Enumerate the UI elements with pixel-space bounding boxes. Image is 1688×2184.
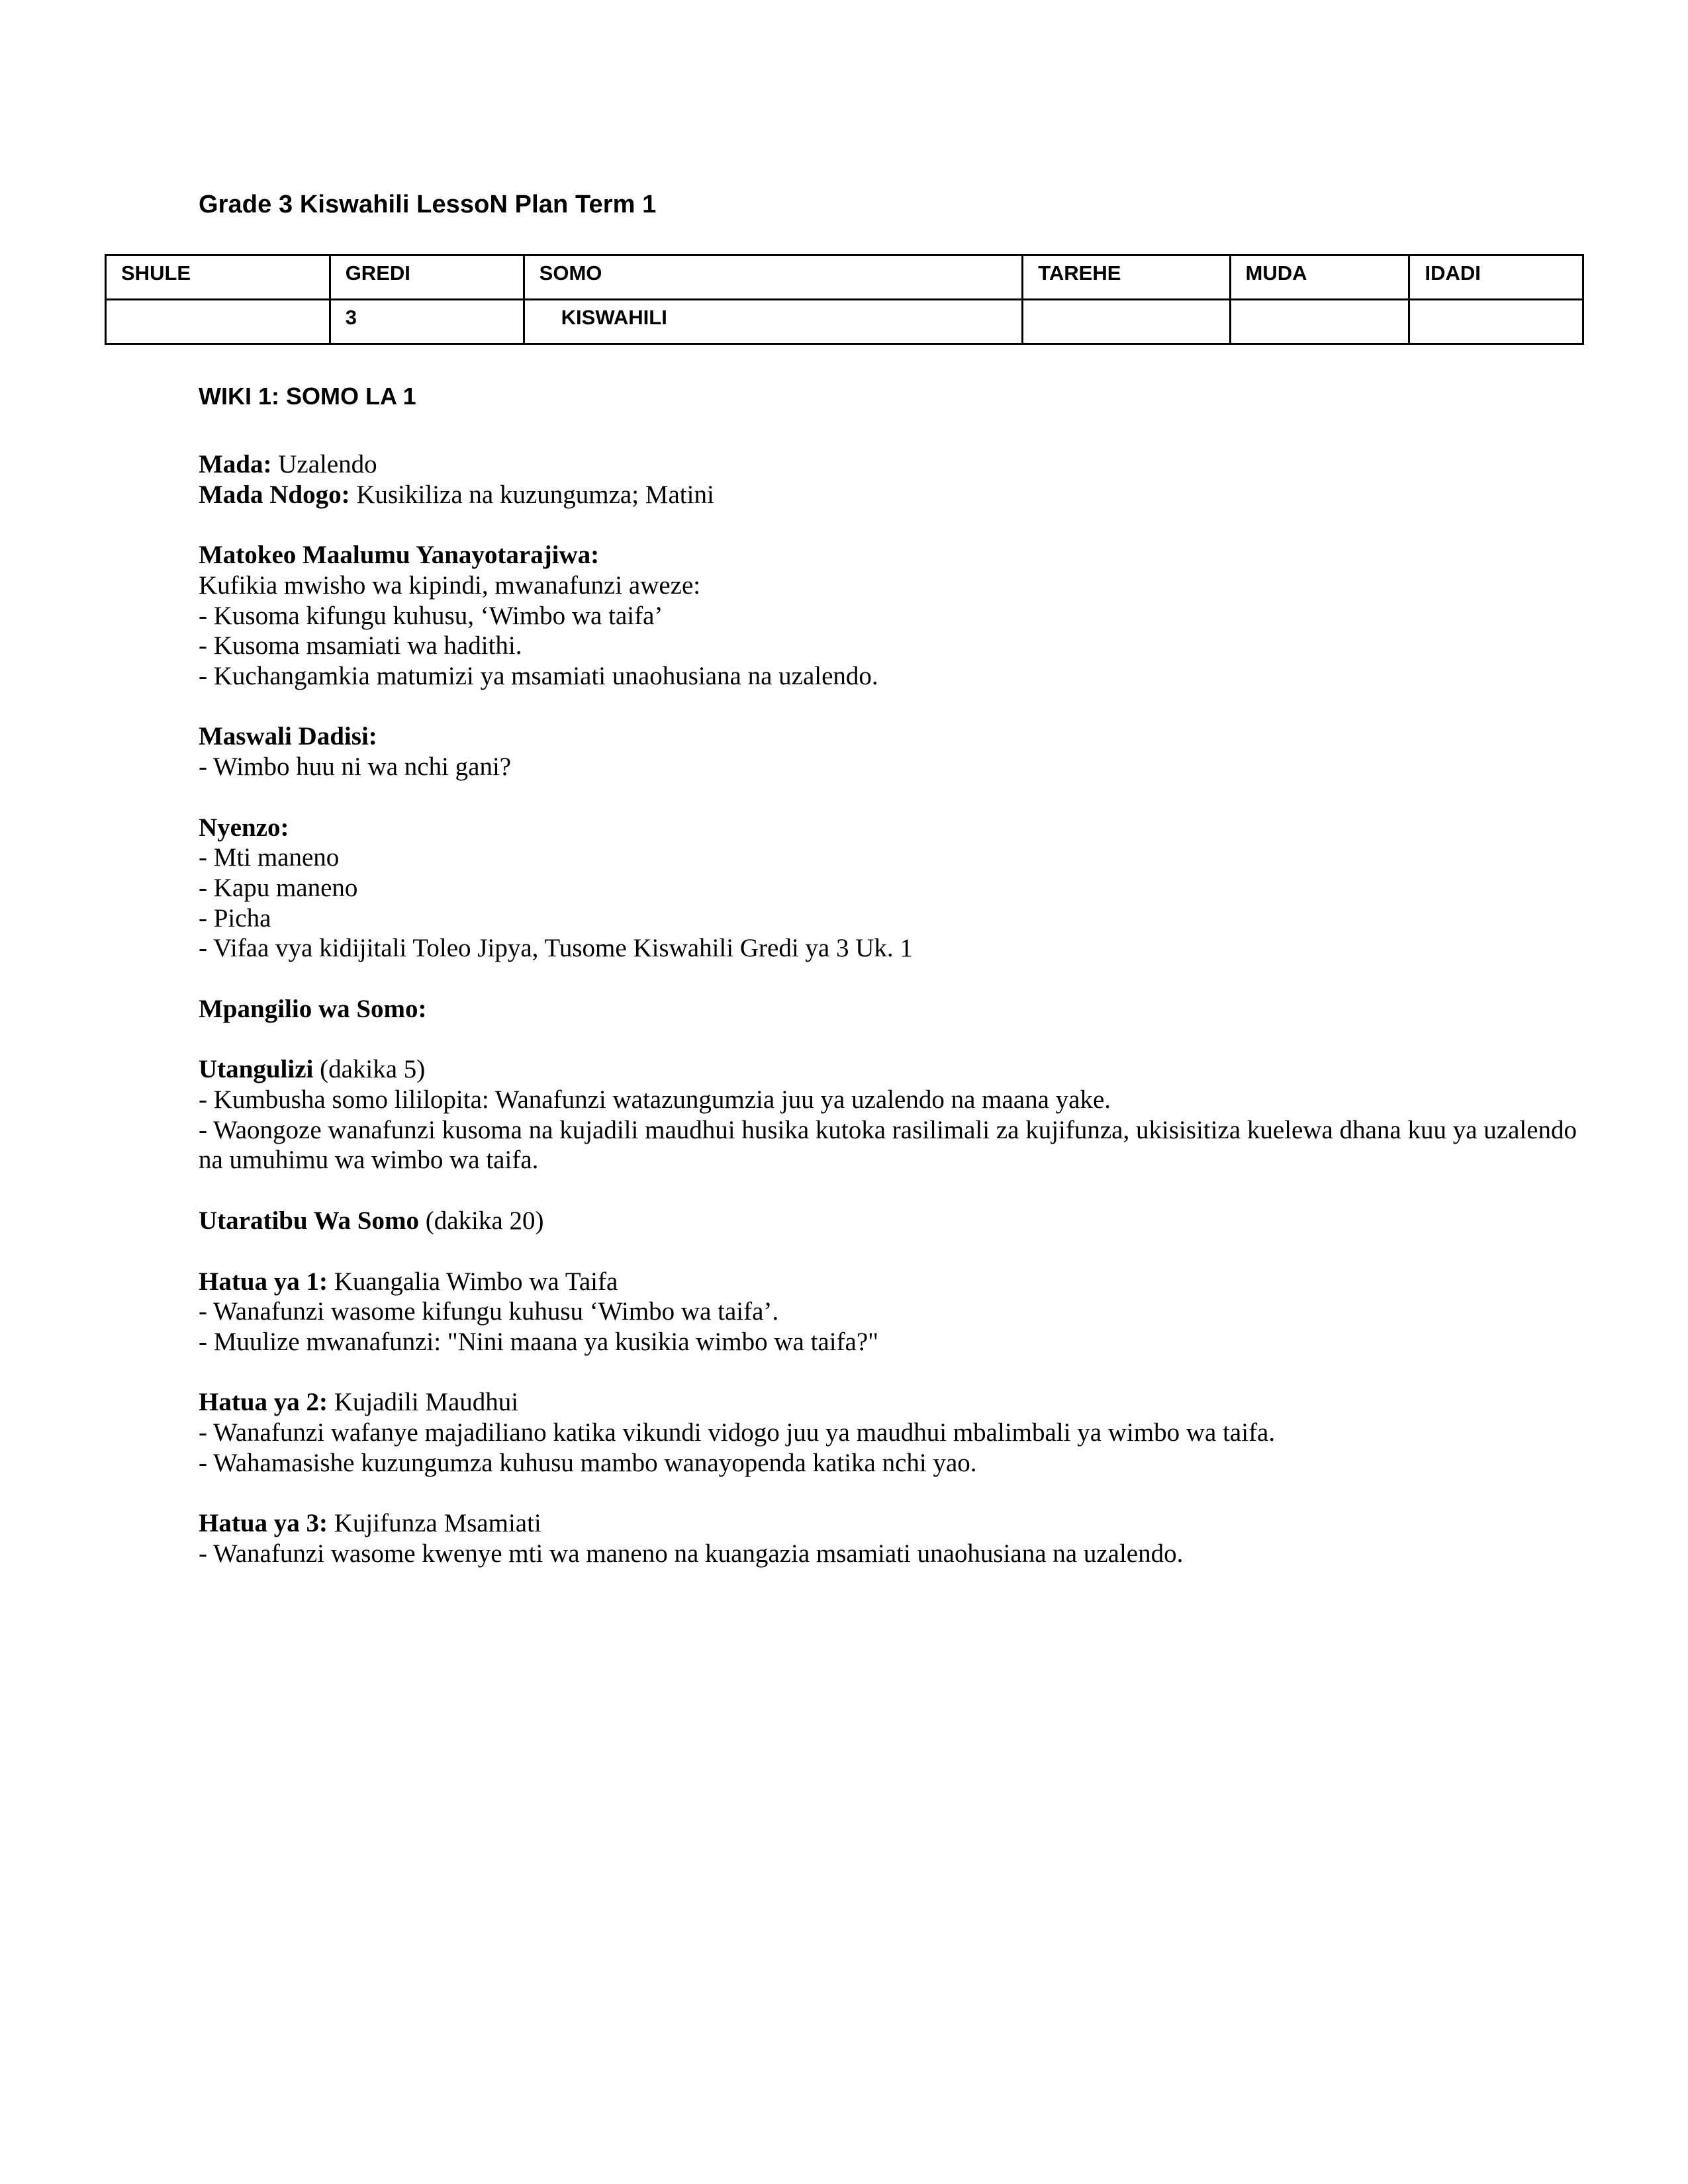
lesson-body — [199, 385, 1582, 1569]
procedure-heading — [199, 1206, 1582, 1236]
questions-heading-text: Maswali Dadisi: — [199, 722, 377, 751]
step-heading-3 — [199, 1508, 1582, 1539]
list-item: - Wahamasishe kuzungumza kuhusu mambo wanayopenda katika nchi yao. — [199, 1448, 977, 1477]
list-item: - Vifaa vya kidijitali Toleo Jipya, Tusome Kiswahili Gredi ya 3 Uk. 1 — [199, 934, 913, 963]
table-header-idadi: IDADI — [1409, 255, 1583, 300]
procedure-label: Utaratibu Wa Somo — [199, 1206, 419, 1235]
list-item: - Wanafunzi wafanye majadiliano katika vikundi vidogo juu ya maudhui mbalimbali ya wimbo wa taifa. — [199, 1418, 1276, 1447]
list-item: - Mti maneno — [199, 843, 340, 872]
step-title-2: Kujadili Maudhui — [328, 1388, 519, 1417]
mada-ndogo-value: Kusikiliza na kuzungumza; Matini — [350, 480, 714, 509]
table-header-tarehe: TAREHE — [1023, 255, 1230, 300]
list-item: - Wimbo huu ni wa nchi gani? — [199, 752, 512, 781]
list-item: - Muulize mwanafunzi: "Nini maana ya kusikia wimbo wa taifa?" — [199, 1327, 879, 1356]
intro-label: Utangulizi — [199, 1055, 314, 1084]
table-cell-somo[interactable] — [524, 300, 1023, 344]
mada-label: Mada: — [199, 450, 272, 478]
lesson-info-table-wrapper — [105, 254, 1584, 345]
mada-ndogo-label: Mada Ndogo: — [199, 480, 350, 509]
intro-heading — [199, 1054, 1582, 1085]
list-item: - Wanafunzi wasome kwenye mti wa maneno na kuangazia msamiati unaohusiana na uzalendo. — [199, 1539, 1184, 1568]
step-label-2: Hatua ya 2: — [199, 1388, 328, 1417]
table-header-row — [106, 255, 1583, 300]
table-header-gredi: GREDI — [330, 255, 524, 300]
mada-value: Uzalendo — [271, 450, 377, 478]
list-item: - Kusoma msamiati wa hadithi. — [199, 631, 522, 660]
step-heading-2 — [199, 1387, 1582, 1418]
page-title: Grade 3 Kiswahili LessoN Plan Term 1 — [199, 191, 657, 218]
mada-line — [199, 449, 1582, 480]
outcomes-heading-text: Matokeo Maalumu Yanayotarajiwa: — [199, 541, 600, 570]
table-cell-idadi[interactable] — [1409, 300, 1583, 344]
table-header-muda: MUDA — [1230, 255, 1409, 300]
week-heading: WIKI 1: SOMO LA 1 — [199, 383, 416, 410]
list-item: - Kapu maneno — [199, 873, 358, 902]
mada-ndogo-line — [199, 480, 1582, 510]
lesson-info-table — [105, 254, 1584, 345]
resources-heading — [199, 813, 1582, 843]
table-cell-muda[interactable] — [1230, 300, 1409, 344]
step-title-3: Kujifunza Msamiati — [328, 1509, 541, 1538]
step-title-1: Kuangalia Wimbo wa Taifa — [328, 1267, 618, 1296]
step-label-1: Hatua ya 1: — [199, 1267, 328, 1296]
table-row — [106, 300, 1583, 344]
questions-heading — [199, 721, 1582, 752]
list-item: - Kumbusha somo lililopita: Wanafunzi watazungumzia juu ya uzalendo na maana yake. — [199, 1085, 1111, 1114]
list-item: - Waongoze wanafunzi kusoma na kujadili maudhui husika kutoka rasilimali za kujifunza, ukisisitiza kuelewa dhana kuu ya uzalendo na umuhimu wa wimbo wa taifa. — [199, 1115, 1577, 1175]
list-item: - Kuchangamkia matumizi ya msamiati unaohusiana na uzalendo. — [199, 661, 878, 690]
outcomes-intro: Kufikia mwisho wa kipindi, mwanafunzi aweze: — [199, 570, 701, 600]
list-item: - Kusoma kifungu kuhusu, ‘Wimbo wa taifa’ — [199, 601, 663, 630]
intro-duration: (dakika 5) — [313, 1055, 426, 1084]
table-cell-gredi[interactable]: 3 — [330, 300, 524, 344]
step-heading-1 — [199, 1267, 1582, 1297]
table-cell-tarehe[interactable] — [1023, 300, 1230, 344]
table-cell-shule[interactable] — [106, 300, 330, 344]
step-label-3: Hatua ya 3: — [199, 1509, 328, 1538]
list-item: - Wanafunzi wasome kifungu kuhusu ‘Wimbo wa taifa’. — [199, 1297, 779, 1326]
plan-heading — [199, 994, 1582, 1024]
outcomes-heading — [199, 540, 1582, 570]
table-header-somo: SOMO — [524, 255, 1023, 300]
procedure-duration: (dakika 20) — [419, 1206, 544, 1235]
table-header-shule: SHULE — [106, 255, 330, 300]
list-item: - Picha — [199, 903, 271, 933]
resources-heading-text: Nyenzo: — [199, 813, 289, 842]
table-cell-somo-value: KISWAHILI — [561, 306, 667, 329]
plan-heading-text: Mpangilio wa Somo: — [199, 994, 427, 1023]
